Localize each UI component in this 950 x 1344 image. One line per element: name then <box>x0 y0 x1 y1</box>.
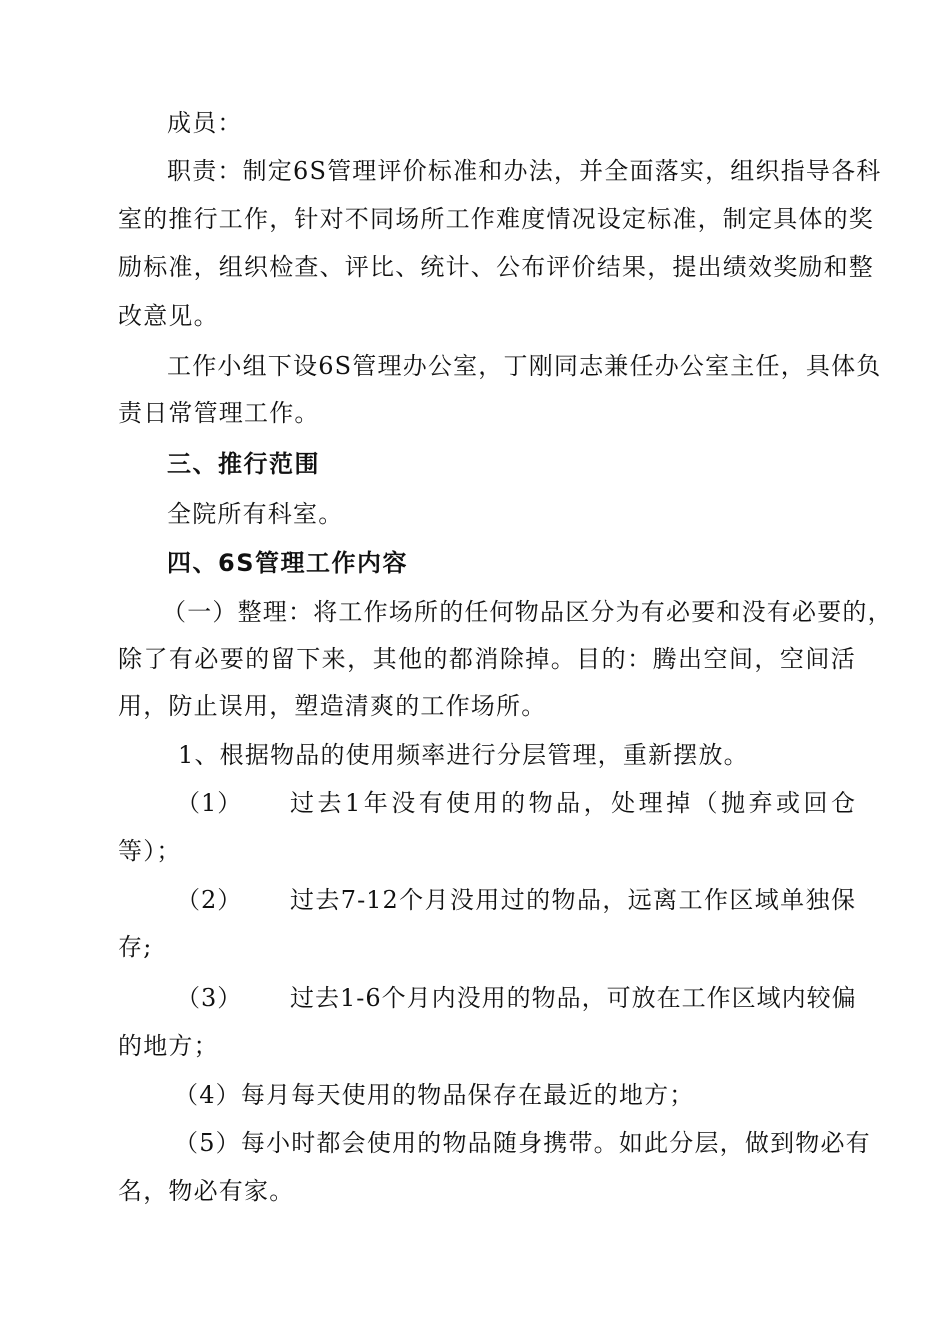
list-item <box>0 783 950 823</box>
sort-line-1: （一）整理：将工作场所的任何物品区分为有必要和没有必要的， <box>162 598 893 626</box>
item-number: （2） <box>176 886 243 914</box>
item-text: 过去7-12个月没用过的物品，远离工作区域单独保 <box>290 886 856 914</box>
point-1: 1、根据物品的使用频率进行分层管理，重新摆放。 <box>178 741 749 769</box>
item-5-line-2: 名，物必有家。 <box>118 1177 295 1205</box>
item-4: （4）每月每天使用的物品保存在最近的地方； <box>174 1081 695 1109</box>
item-continuation: 的地方； <box>118 1032 219 1060</box>
members-label: 成员： <box>167 109 243 137</box>
section-4-heading: 四、6S管理工作内容 <box>167 549 408 577</box>
sort-line-2: 除了有必要的留下来，其他的都消除掉。目的：腾出空间，空间活 <box>118 645 856 673</box>
item-continuation: 存; <box>118 933 153 961</box>
item-5-line-1: （5）每小时都会使用的物品随身携带。如此分层，做到物必有 <box>174 1129 871 1157</box>
section-3-heading: 三、推行范围 <box>167 450 320 478</box>
list-item <box>0 978 950 1018</box>
sort-line-3: 用，防止误用，塑造清爽的工作场所。 <box>118 692 547 720</box>
item-number: （3） <box>176 984 243 1012</box>
office-line-2: 责日常管理工作。 <box>118 399 320 427</box>
duties-line-2: 室的推行工作，针对不同场所工作难度情况设定标准，制定具体的奖 <box>118 205 874 233</box>
duties-line-1: 职责：制定6S管理评价标准和办法，并全面落实，组织指导各科 <box>167 157 882 185</box>
item-text: 过去1年没有使用的物品，处理掉（抛弃或回仓 <box>290 789 856 817</box>
office-line-1: 工作小组下设6S管理办公室，丁刚同志兼任办公室主任，具体负 <box>167 352 882 380</box>
list-item <box>0 880 950 920</box>
item-continuation: 等）； <box>118 837 182 865</box>
duties-line-3: 励标准，组织检查、评比、统计、公布评价结果，提出绩效奖励和整 <box>118 253 874 281</box>
item-text: 过去1-6个月内没用的物品，可放在工作区域内较偏 <box>290 984 857 1012</box>
duties-line-4: 改意见。 <box>118 302 219 330</box>
item-number: （1） <box>176 789 243 817</box>
section-3-text: 全院所有科室。 <box>167 500 344 528</box>
